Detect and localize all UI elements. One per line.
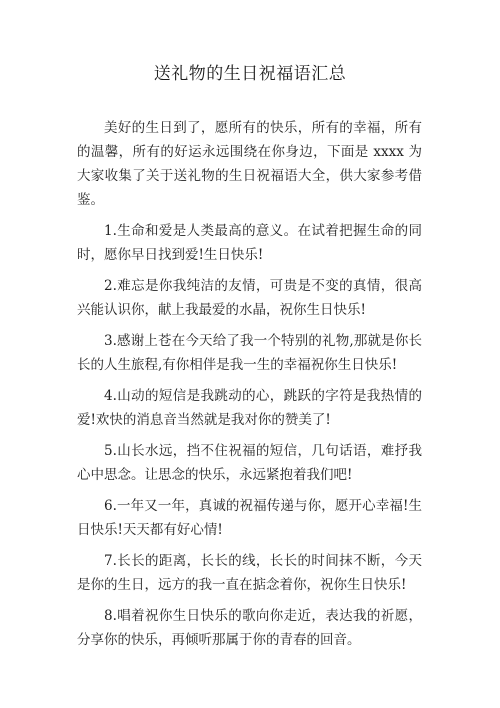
intro-paragraph: 美好的生日到了，愿所有的快乐，所有的幸福，所有的温馨，所有的好运永远围绕在你身边，下面是 xxxx 为大家收集了关于送礼物的生日祝福语大全，供大家参考借鉴。 [77,120,422,208]
document-title: 送礼物的生日祝福语汇总 [153,64,347,84]
wish-item-2: 2.难忘是你我纯洁的友情，可贵是不变的真情，很高兴能认识你，献上我最爱的水晶，祝你生日快乐! [77,278,422,318]
wish-item-7: 7.长长的距离，长长的线，长长的时间抹不断，今天是你的生日，远方的我一直在掂念着你，祝你生日快乐! [77,553,422,593]
wish-item-3: 3.感谢上苍在今天给了我一个特别的礼物,那就是你长长的人生旅程,有你相伴是我一生的幸福祝你生日快乐! [77,333,422,373]
wish-item-6: 6.一年又一年，真诚的祝福传递与你，愿开心幸福!生日快乐!天天都有好心情! [77,498,422,538]
wish-item-4: 4.山动的短信是我跳动的心，跳跃的字符是我热情的爱!欢快的消息音当然就是我对你的赞美了! [77,388,422,428]
wish-list [77,219,422,659]
wish-item-5: 5.山长水远，挡不住祝福的短信，几句话语，难抒我心中思念。让思念的快乐，永远紧抱着我们吧! [77,443,422,483]
wish-item-8: 8.唱着祝你生日快乐的歌向你走近，表达我的祈愿，分享你的快乐，再倾听那属于你的青春的回音。 [77,608,422,648]
wish-item-1: 1.生命和爱是人类最高的意义。在试着把握生命的同时，愿你早日找到爱!生日快乐! [77,223,422,263]
